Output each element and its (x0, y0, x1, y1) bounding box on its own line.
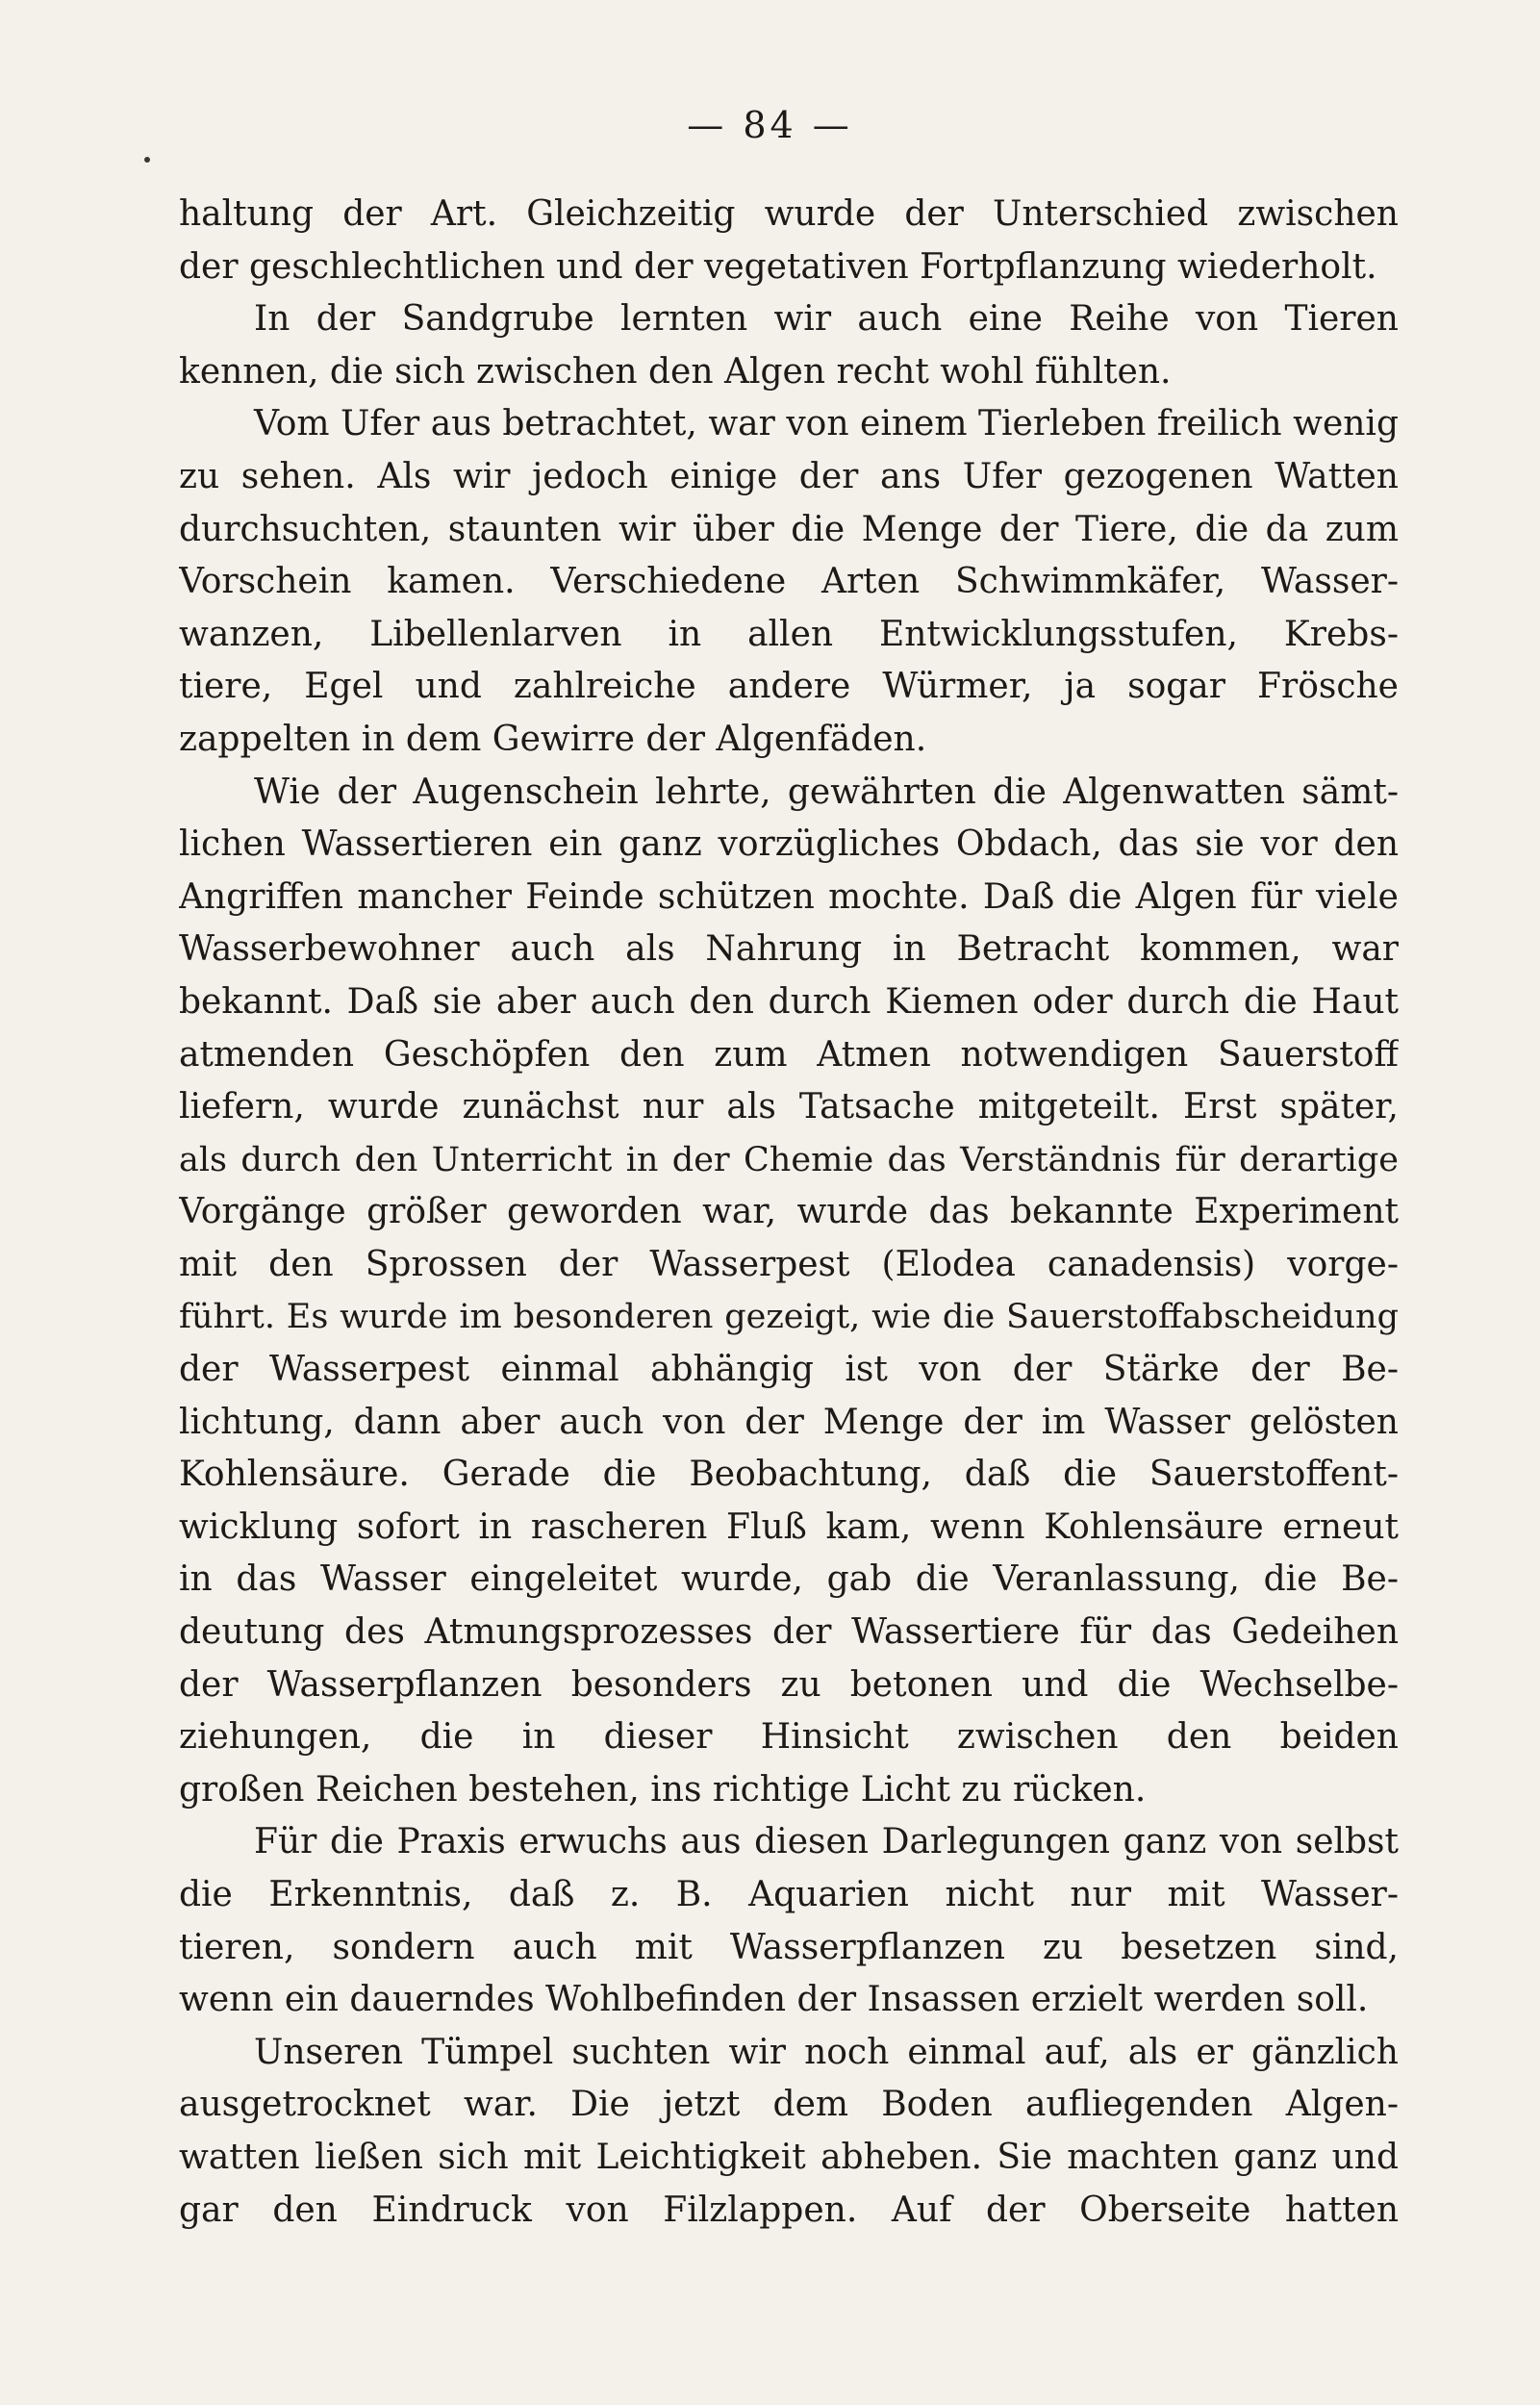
text-line: haltung der Art. Gleichzeitig wurde der Unterschied zwischen (179, 194, 1399, 234)
text-line: liefern, wurde zunächst nur als Tatsache mitgeteilt. Erst später, (179, 1087, 1399, 1127)
text-line: deutung des Atmungsprozesses der Wassertiere für das Gedeihen (179, 1612, 1399, 1653)
text-line: durchsuchten, staunten wir über die Menge der Tiere, die da zum (179, 509, 1399, 549)
text-line: In der Sandgrube lernten wir auch eine Reihe von Tieren (254, 299, 1399, 340)
text-line: wanzen, Libellenlarven in allen Entwicklungsstufen, Krebs- (179, 614, 1399, 654)
text-line: führt. Es wurde im besonderen gezeigt, wie die Sauerstoffabscheidung (179, 1298, 1399, 1337)
text-line: Vorgänge größer geworden war, wurde das bekannte Experiment (179, 1192, 1399, 1232)
text-line: ziehungen, die in dieser Hinsicht zwischen den beiden (179, 1717, 1399, 1758)
text-line: Vorschein kamen. Verschiedene Arten Schwimmkäfer, Wasser- (179, 562, 1399, 602)
text-line: wenn ein dauerndes Wohlbefinden der Insassen erzielt werden soll. (179, 1980, 1369, 2020)
text-line: Unseren Tümpel suchten wir noch einmal auf, als er gänzlich (254, 2032, 1399, 2072)
text-line: tiere, Egel und zahlreiche andere Würmer, ja sogar Frösche (179, 667, 1399, 707)
ink-dot (144, 157, 150, 163)
text-line: der geschlechtlichen und der vegetativen Fortpflanzung wiederholt. (179, 246, 1377, 287)
text-line: großen Reichen bestehen, ins richtige Licht zu rücken. (179, 1769, 1147, 1810)
text-line: der Wasserpflanzen besonders zu betonen und die Wechselbe- (179, 1664, 1399, 1705)
text-line: als durch den Unterricht in der Chemie das Verständnis für derartige (179, 1140, 1399, 1179)
text-line: Angriffen mancher Feinde schützen mochte. Daß die Algen für viele (179, 876, 1399, 917)
text-line: atmenden Geschöpfen den zum Atmen notwendigen Sauerstoff (179, 1034, 1399, 1075)
text-line: lichtung, dann aber auch von der Menge der im Wasser gelösten (179, 1402, 1399, 1442)
text-line: kennen, die sich zwischen den Algen recht wohl fühlten. (179, 351, 1172, 392)
text-line: zappelten in dem Gewirre der Algenfäden. (179, 719, 927, 759)
text-line: wicklung sofort in rascheren Fluß kam, wenn Kohlensäure erneut (179, 1506, 1399, 1547)
page-number: — 84 — (687, 104, 853, 146)
text-line: Wasserbewohner auch als Nahrung in Betracht kommen, war (179, 929, 1399, 970)
text-line: Wie der Augenschein lehrte, gewährten die Algenwatten sämt- (254, 772, 1399, 812)
text-line: die Erkenntnis, daß z. B. Aquarien nicht nur mit Wasser- (179, 1875, 1399, 1914)
text-line: gar den Eindruck von Filzlappen. Auf der Oberseite hatten (179, 2190, 1399, 2230)
text-line: watten ließen sich mit Leichtigkeit abheben. Sie machten ganz und (179, 2137, 1399, 2177)
text-line: bekannt. Daß sie aber auch den durch Kiemen oder durch die Haut (179, 981, 1399, 1022)
text-line: in das Wasser eingeleitet wurde, gab die Veranlassung, die Be- (179, 1559, 1399, 1600)
text-line: zu sehen. Als wir jedoch einige der ans Ufer gezogenen Watten (179, 456, 1399, 496)
text-line: lichen Wassertieren ein ganz vorzügliches Obdach, das sie vor den (179, 824, 1399, 865)
text-line: mit den Sprossen der Wasserpest (Elodea canadensis) vorge- (179, 1244, 1399, 1284)
text-line: der Wasserpest einmal abhängig ist von der Stärke der Be- (179, 1350, 1399, 1390)
text-line: Vom Ufer aus betrachtet, war von einem Tierleben freilich wenig (254, 404, 1399, 444)
text-line: Kohlensäure. Gerade die Beobachtung, daß die Sauerstoffent- (179, 1455, 1399, 1495)
body-text (179, 189, 1399, 2237)
text-line: Für die Praxis erwuchs aus diesen Darlegungen ganz von selbst (254, 1822, 1399, 1862)
text-line: tieren, sondern auch mit Wasserpflanzen zu besetzen sind, (179, 1927, 1399, 1967)
text-line: ausgetrocknet war. Die jetzt dem Boden aufliegenden Algen- (179, 2085, 1399, 2125)
